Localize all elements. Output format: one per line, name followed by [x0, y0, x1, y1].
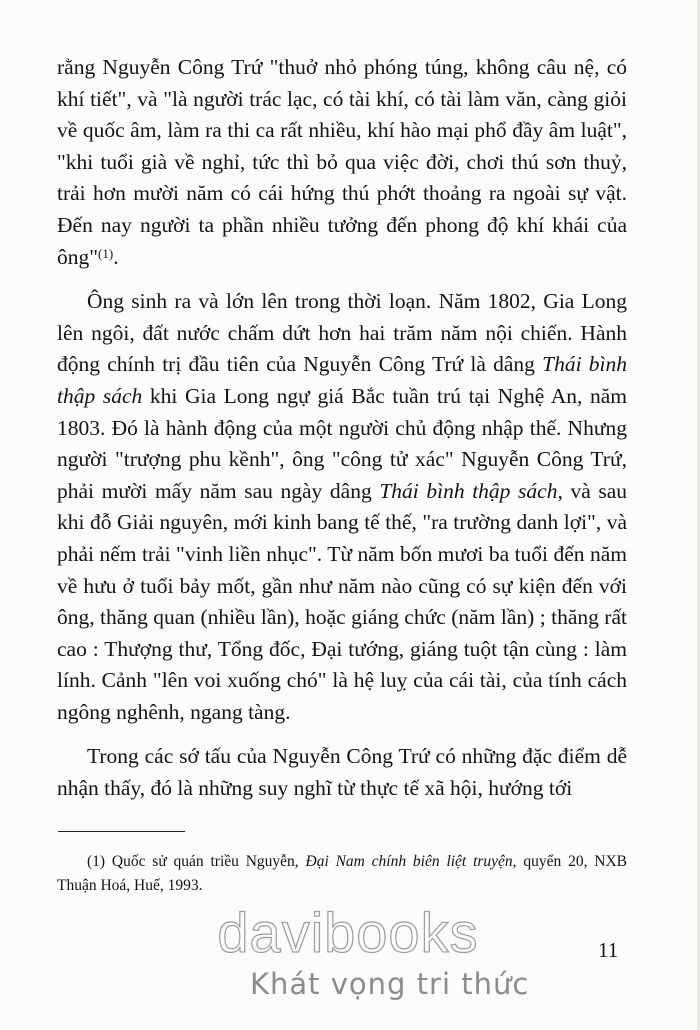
paragraph-2: [57, 286, 627, 728]
paragraph-1-end: .: [113, 244, 119, 269]
footnote-book-title: Đại Nam chính biên liệt truyện: [305, 853, 513, 870]
footnote-reference: (1): [98, 245, 114, 261]
paragraph-1-text: rằng Nguyễn Công Trứ "thuở nhỏ phóng túng, không câu nệ, có khí tiết", và "là người trác lạc, có tài khí, có tài làm văn, càng giỏi về quốc âm, làm ra thi ca rất nhiều, khí hào mại phổ đầy âm luật", "khi tuổi già về nghỉ, tức thì bỏ qua việc đời, chơi thú sơn thuỷ, trải hơn mười năm có cái hứng thú phớt thoảng ra ngoài sự vật. Đến nay người ta phần nhiều tưởng đến phong độ khí khái của ông": [57, 55, 627, 269]
work-title-italic: Thái bình thập sách: [57, 352, 627, 408]
watermark-logo: davibooks: [217, 901, 479, 964]
paragraph-2-part-a: Ông sinh ra và lớn lên trong thời loạn. Năm 1802, Gia Long lên ngôi, đất nước chấm dứt hơn hai trăm năm nội chiến. Hành động chính trị đầu tiên của Nguyễn Công Trứ là dâng: [57, 289, 627, 377]
footnote-text-a: (1) Quốc sử quán triều Nguyễn,: [87, 853, 306, 870]
footnote: [57, 850, 627, 898]
paragraph-2-part-b: khi Gia Long ngự giá Bắc tuần trú tại Nghệ An, năm 1803. Đó là hành động của một người chủ động nhập thế. Nhưng người "trượng phu kềnh", ông "công tử xác" Nguyễn Công Trứ, phải mười mấy năm sau ngày dâng: [57, 383, 627, 503]
paragraph-3: Trong các sớ tấu của Nguyễn Công Trứ có những đặc điểm dễ nhận thấy, đó là những suy nghĩ từ thực tế xã hội, hướng tới: [57, 744, 627, 801]
footnote-divider: [58, 831, 185, 832]
paragraph-2-part-c: , và sau khi đỗ Giải nguyên, mới kinh bang tế thế, "ra trường danh lợi", và phải nếm trải "vinh liền nhục". Từ năm bốn mươi ba tuổi đến năm về hưu ở tuổi bảy mốt, gần như năm nào cũng có sự kiện đến với ông, thăng quan (nhiều lần), hoặc giáng chức (năm lần) ; thăng rất cao : Thượng thư, Tổng đốc, Đại tướng, giáng tuột tận cùng : làm lính. Cảnh "lên voi xuống chó" là hệ luỵ của cái tài, của tính cách ngông nghênh, ngang tàng.: [57, 478, 628, 724]
footnote-text-b: , quyển 20, NXB Thuận Hoá, Huế, 1993.: [57, 853, 627, 894]
work-title-italic-2: Thái bình thập sách: [379, 478, 558, 503]
main-text: [57, 52, 627, 818]
paragraph-1: [57, 52, 627, 273]
watermark-tagline: Khát vọng tri thức: [250, 967, 530, 1001]
page-number: 11: [598, 938, 619, 962]
